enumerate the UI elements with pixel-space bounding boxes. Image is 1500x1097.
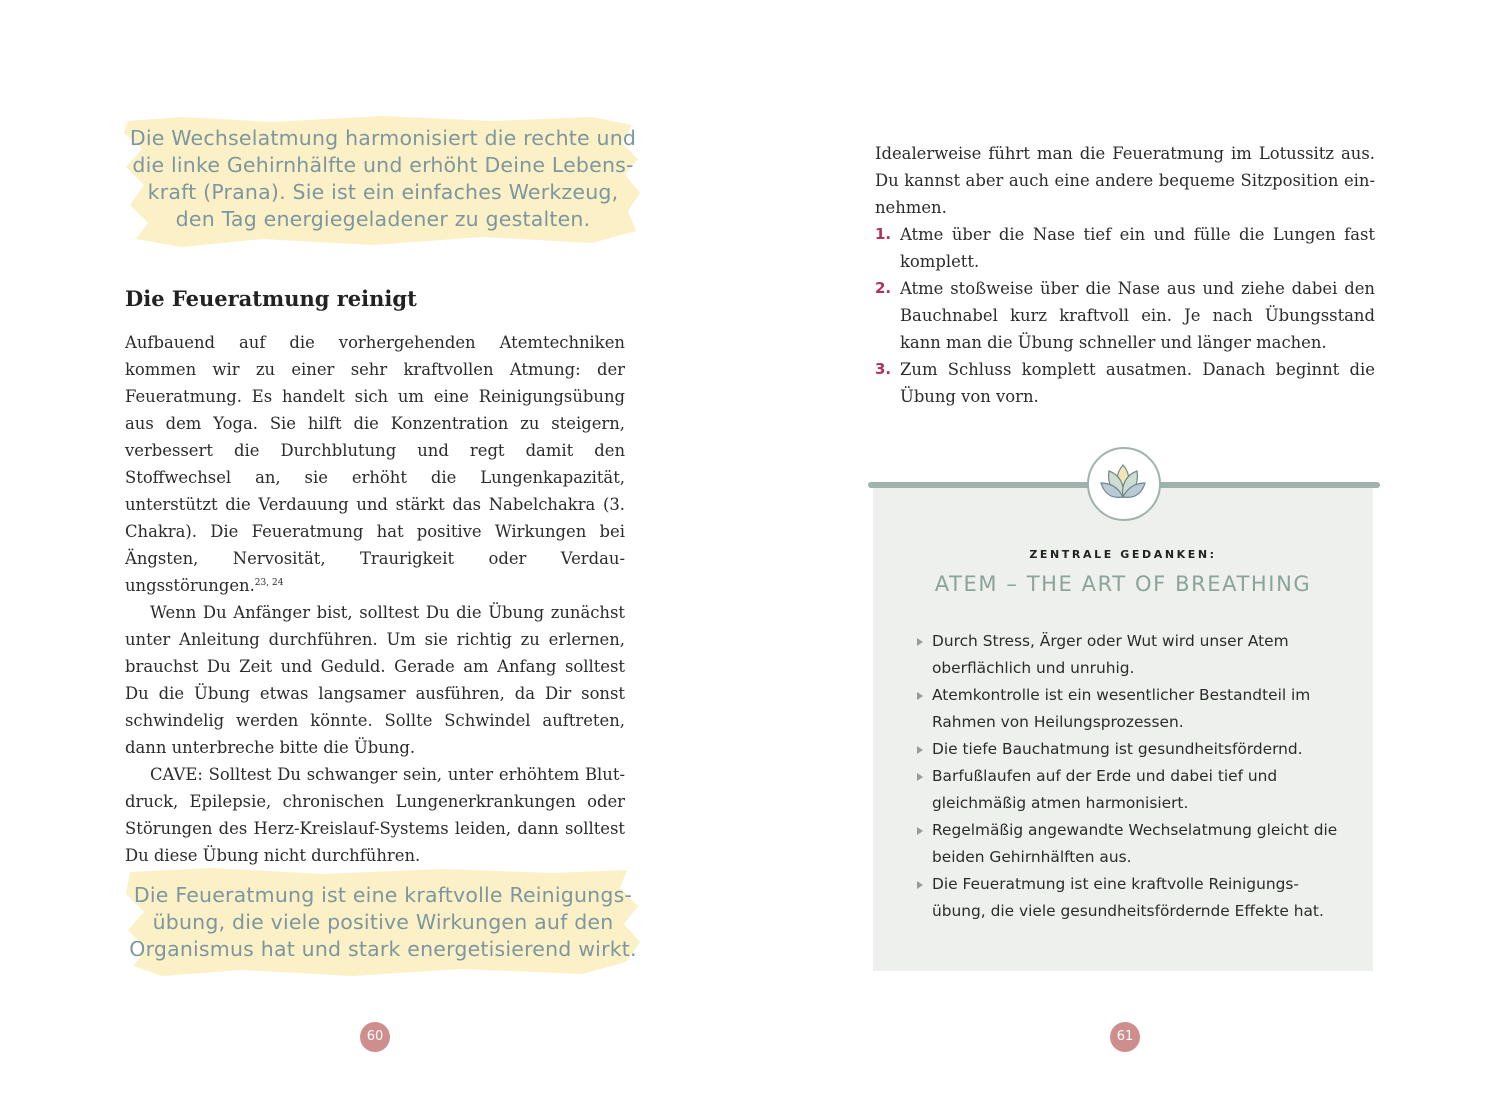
step-text: Zum Schluss komplett ausatmen. Danach beginnt die Übung von vorn.: [900, 360, 1375, 406]
step-item: [875, 356, 1375, 410]
step-number: 3.: [875, 360, 892, 378]
list-item-text: Atemkontrolle ist ein wesentlicher Bestandteil im Rahmen von Heilungsprozessen.: [932, 686, 1311, 731]
step-number: 1.: [875, 225, 892, 243]
step-number: 2.: [875, 279, 892, 297]
lotus-badge: [1087, 447, 1161, 521]
right-page: [750, 0, 1500, 1097]
quote-bottom: [122, 866, 644, 981]
right-body-text: [875, 140, 1375, 410]
paragraph-intro-text: Aufbauend auf die vorhergehenden Atemtechniken kommen wir zu einer sehr kraftvollen Atmung: der Feueratmung. Es handelt sich um eine Reinigungsübung aus dem Yoga. Sie hilft die Konzentration zu steigern, verbessert die Durchblutung und regt damit den Stoffwechsel an, sie erhöht die Lungenkapazität, unterstützt die Verdauung und stärkt das Nabelchakra (3. Chakra). Die Feueratmung hat positive Wirkungen bei Ängsten, Nervosität, Traurigkeit oder Verdauungsstörungen.: [125, 333, 625, 595]
list-item-text: Regelmäßig angewandte Wechselatmung gleicht die beiden Gehirnhälften aus.: [932, 821, 1338, 866]
list-item-text: Durch Stress, Ärger oder Wut wird unser Atem oberflächlich und unruhig.: [932, 632, 1289, 677]
list-item: [915, 736, 1345, 763]
bullet-triangle-icon: [917, 692, 923, 700]
paragraph-beginner: Wenn Du Anfänger bist, solltest Du die Übung zunächst unter Anleitung durchführen. Um sie richtig zu erlernen, brauchst Du Zeit und Geduld. Gerade am Anfang solltest Du die Übung etwas langsamer ausführen, da Dir sonst schwindelig werden könnte. Sollte Schwindel auftreten, dann unterbreche bitte die Übung.: [125, 603, 625, 757]
box-kicker: ZENTRALE GEDANKEN:: [1029, 548, 1217, 561]
quote-top: [122, 113, 644, 253]
lotus-icon: [1100, 463, 1146, 503]
step-item: [875, 221, 1375, 275]
step-text: Atme stoßweise über die Nase aus und ziehe dabei den Bauchnabel kurz kraftvoll ein. Je nach Übungsstand kann man die Übung schneller und länger machen.: [900, 279, 1375, 352]
bullet-triangle-icon: [917, 746, 923, 754]
bullet-triangle-icon: [917, 827, 923, 835]
step-text: Atme über die Nase tief ein und fülle die Lungen fast komplett.: [900, 225, 1375, 271]
bullet-triangle-icon: [917, 638, 923, 646]
step-item: [875, 275, 1375, 356]
key-thoughts-list: [915, 628, 1345, 925]
left-body-text: [125, 329, 625, 869]
list-item: [915, 763, 1345, 817]
list-item-text: Die tiefe Bauchatmung ist gesundheitsfördernd.: [932, 740, 1303, 758]
paragraph-cave: CAVE: Solltest Du schwanger sein, unter erhöhtem Blutdruck, Epilepsie, chronischen Lungenerkrankungen oder Störungen des Herz-Kreislauf-Systems leiden, dann solltest Du diese Übung nicht durchführen.: [125, 765, 625, 865]
list-item: [915, 817, 1345, 871]
list-item: [915, 628, 1345, 682]
quote-bottom-text: Die Feueratmung ist eine kraftvolle Reinigungs- übung, die viele positive Wirkungen auf den Organismus hat und stark energetisierend wirkt.: [129, 883, 637, 961]
list-item: [915, 871, 1345, 925]
section-heading: Die Feueratmung reinigt: [125, 286, 417, 311]
list-item-text: Barfußlaufen auf der Erde und dabei tief und gleichmäßig atmen harmonisiert.: [932, 767, 1278, 812]
paragraph-intro: [125, 329, 625, 599]
list-item: [915, 682, 1345, 736]
steps-list: [875, 221, 1375, 410]
bullet-triangle-icon: [917, 773, 923, 781]
box-title: ATEM – THE ART OF BREATHING: [934, 572, 1312, 596]
bullet-triangle-icon: [917, 881, 923, 889]
quote-top-text: Die Wechselatmung harmonisiert die rechte und die linke Gehirnhälfte und erhöht Deine Lebens- kraft (Prana). Sie ist ein einfaches Werkzeug, den Tag energiegeladener zu gestalten.: [129, 126, 637, 231]
intro-paragraph: Idealerweise führt man die Feueratmung im Lotussitz aus. Du kannst aber auch eine andere bequeme Sitzposition einnehmen.: [875, 144, 1375, 217]
list-item-text: Die Feueratmung ist eine kraftvolle Reinigungsübung, die viele gesundheitsfördernde Effekte hat.: [932, 875, 1324, 920]
page-number: 61: [1110, 1022, 1140, 1052]
page-number: 60: [360, 1022, 390, 1052]
footnote-reference: 23, 24: [254, 578, 284, 588]
